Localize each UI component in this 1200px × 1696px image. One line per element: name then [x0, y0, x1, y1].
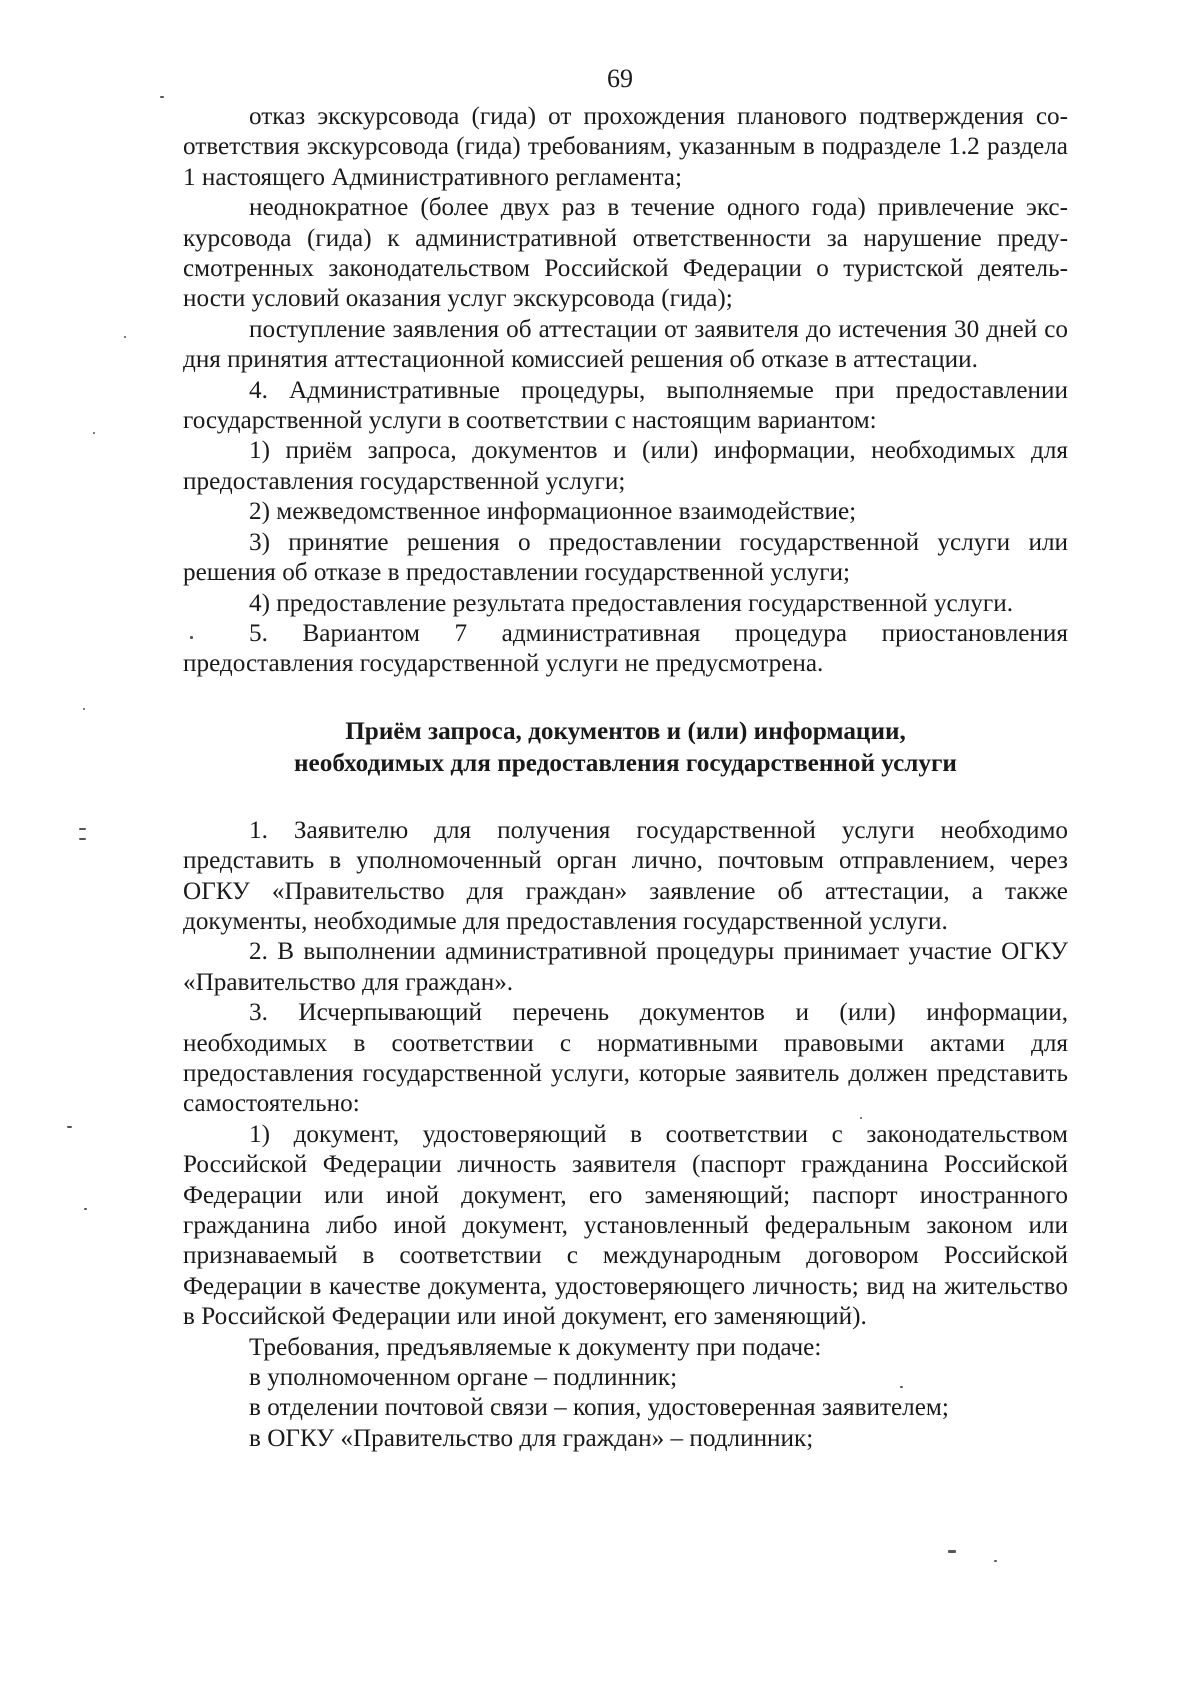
section-heading [183, 716, 1068, 780]
scan-speck [93, 432, 95, 434]
list-item: в отделении почтовой связи – копия, удостоверенная заявителем; [249, 1394, 949, 1422]
list-item: в ОГКУ «Правительство для граждан» – подлинник; [249, 1424, 814, 1452]
scan-speck [124, 336, 126, 338]
paragraph: Требования, предъявляемые к документу при подаче: [249, 1333, 822, 1361]
scan-speck [994, 1560, 997, 1562]
scan-speck [900, 1386, 903, 1388]
scan-speck [860, 1117, 862, 1119]
section-heading-line-2: необходимых для предоставления государственной услуги [294, 749, 957, 777]
scan-speck [79, 838, 86, 840]
paragraph: 4. Административные процедуры, выполняемые при предоставлении государственной услуги в соответствии с настоящим вариантом: [183, 376, 1068, 435]
section-heading-line-1: Приём запроса, документов и (или) информации, [345, 717, 906, 745]
scan-speck [79, 828, 86, 830]
list-item: 3) принятие решения о предоставлении государственной услуги или решения об отказе в предоставлении государственной услуги; [183, 528, 1068, 587]
scan-speck [67, 1126, 72, 1128]
paragraph: отказ экскурсовода (гида) от прохождения планового подтверждения соответствия экскурсовода (гида) требованиям, указанным в подразделе 1.2 раздела 1 настоящего Административного регламента; [183, 103, 1068, 191]
scan-speck [190, 636, 193, 639]
page-number: 69 [607, 64, 633, 93]
paragraph: 1. Заявителю для получения государственной услуги необходимо представить в уполномоченный орган лично, почтовым отправлением, через ОГКУ «Правительство для граждан» заявление об аттестации, а также документы, необходимые для предоставления государственной услуги. [183, 816, 1068, 935]
list-item: 4) предоставление результата предоставления государственной услуги. [249, 589, 1013, 617]
paragraph: 2. В выполнении административной процедуры принимает участие ОГКУ «Правительство для граждан». [183, 938, 1068, 996]
paragraph: 3. Исчерпывающий перечень документов и (или) информации, необходимых в соответствии с нормативными правовыми актами для предоставления государственной услуги, которые заявитель должен представить самостоятельно: [183, 999, 1068, 1118]
scan-speck [160, 96, 164, 98]
document-body [183, 102, 1068, 1454]
list-item: 1) документ, удостоверяющий в соответствии с законодательством Российской Федерации личность заявителя (паспорт гражданина Российской Федерации или иной документ, его заменяющий; паспорт иностранного гражданина либо иной документ, установленный федеральным законом или признаваемый в соответствии с международным договором Российской Федерации в качестве документа, удостоверяющего личность; вид на жительство в Российской Федерации или иной документ, его заменяющий). [183, 1120, 1068, 1331]
paragraph: 5. Вариантом 7 административная процедура приостановления предоставления государственной услуги не предусмотрена. [183, 619, 1068, 678]
scan-speck [948, 1550, 956, 1553]
paragraph: неоднократное (более двух раз в течение одного года) привлечение экскурсовода (гида) к административной ответственности за нарушение предусмотренных законодательством Российской Федерации о туристской деятельности условий оказания услуг экскурсовода (гида); [183, 194, 1068, 313]
list-item: 2) межведомственное информационное взаимодействие; [249, 498, 857, 526]
list-item: в уполномоченном органе – подлинник; [249, 1364, 678, 1392]
list-item: 1) приём запроса, документов и (или) информации, необходимых для предоставления государственной услуги; [183, 437, 1068, 495]
scan-speck [83, 708, 85, 710]
scan-speck [84, 1208, 87, 1210]
paragraph: поступление заявления об аттестации от заявителя до истечения 30 дней со дня принятия аттестационной комиссией решения об отказе в аттестации. [183, 315, 1068, 374]
